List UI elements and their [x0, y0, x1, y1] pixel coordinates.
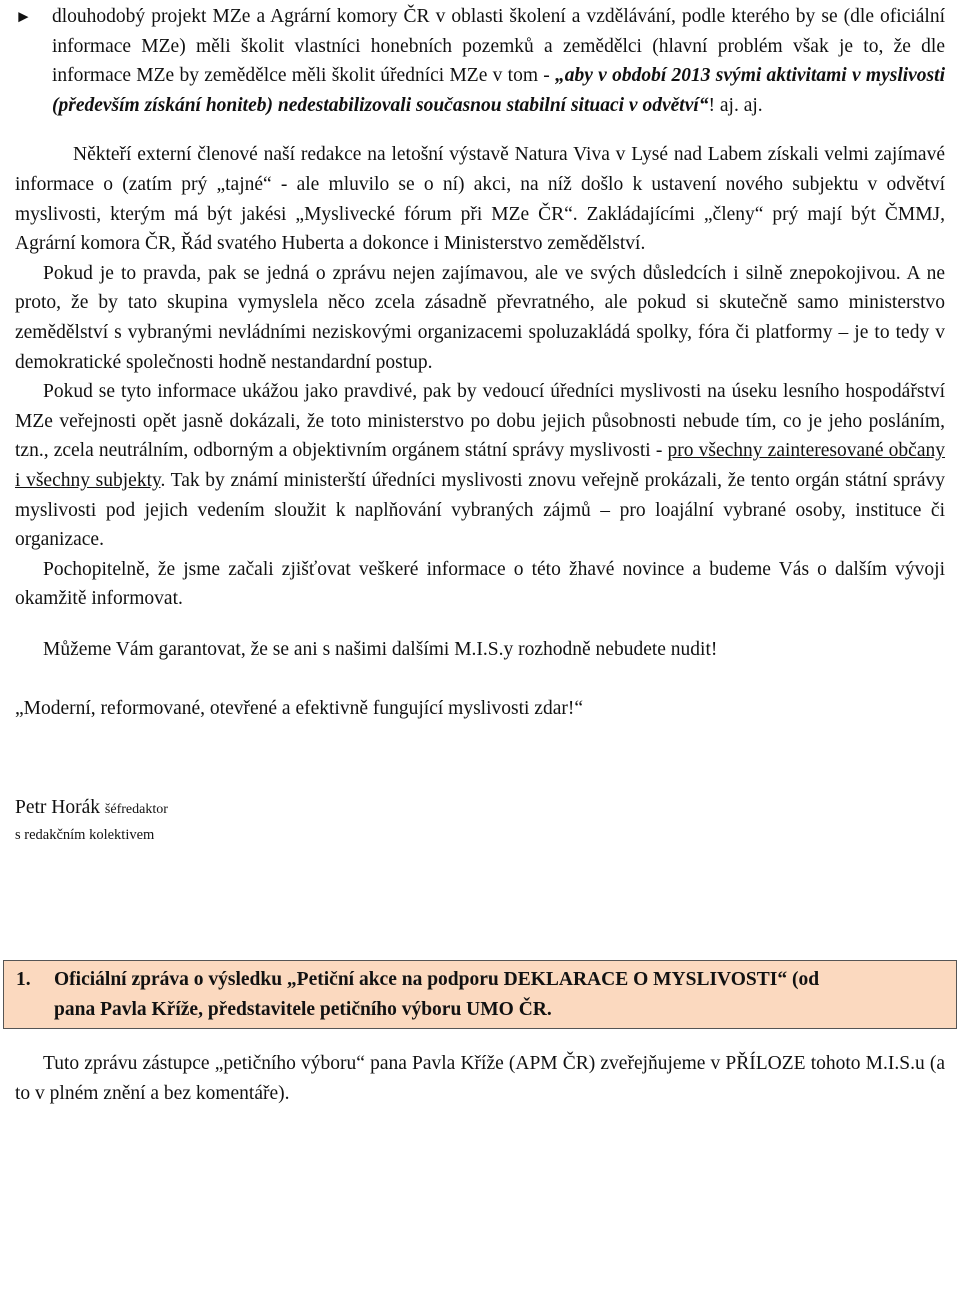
bullet-quote: „aby v období 2013 svými aktivitami v myslivosti (především získání honiteb) nedestabilizovali současnou stabilní situaci v odvětví“	[52, 65, 945, 116]
section-heading-box	[3, 960, 957, 1029]
paragraph-2: Pokud je to pravda, pak se jedná o zprávu nejen zajímavou, ale ve svých důsledcích i silně znepokojivou. A ne proto, že by tato skupina vymyslela něco zcela zásadně převratného, ale pokud si skutečně samo ministerstvo zemědělství s vybranými nevládními neziskovými organizacemi spoluzakládá spolky, fóra či platformy – je to tedy v demokratické společnosti hodně nestandardní postup.	[15, 262, 945, 373]
bullet-item	[15, 2, 945, 120]
paragraph-3-start: Pokud se tyto informace ukážou jako pravdivé, pak by vedoucí úředníci myslivosti na úseku lesního hospodářství MZe veřejnosti opět jasně dokázali, že toto ministerstvo po dobu jejich působnosti nebude tím, co je jeho posláním, tzn., zcela neutrálním, odborným a objektivním orgánem státní správy myslivosti -	[15, 381, 945, 462]
section-title-line2: pana Pavla Kříže, představitele petičního výboru UMO ČR.	[54, 999, 552, 1021]
section-title-line1: Oficiální zpráva o výsledku „Petiční akce na podporu DEKLARACE O MYSLIVOSTI“ (od	[54, 969, 820, 991]
signature-role: šéfredaktor	[104, 802, 168, 818]
signature-name: Petr Horák	[15, 797, 101, 819]
bullet-text: dlouhodobý projekt MZe a Agrární komory ČR v oblasti školení a vzdělávání, podle kterého by se (dle oficiální informace MZe) měli školit vlastníci honebních pozemků a zemědělci (hlavní problém však je to, že dle informace MZe by zemědělce měli školit úředníci MZe v tom -	[52, 6, 945, 87]
paragraph-5: Můžeme Vám garantovat, že se ani s našimi dalšími M.I.S.y rozhodně nebudete nudit!	[43, 638, 718, 660]
bullet-arrow-icon: ►	[15, 7, 32, 26]
paragraph-3-underlined: pro všechny zainteresované občany i všechny subjekty	[15, 440, 945, 491]
signature-team: s redakčním kolektivem	[15, 827, 155, 844]
document-page	[15, 2, 945, 1108]
paragraph-1: Někteří externí členové naší redakce na letošní výstavě Natura Viva v Lysé nad Labem získali velmi zajímavé informace o (zatím prý „tajné“ - ale mluvilo se o ní) akci, na níž došlo k ustavení nového subjektu v odvětví myslivosti, kterým má být jakési „Myslivecké fórum při MZe ČR“. Zakládajícími „členy“ prý mají být ČMMJ, Agrární komora ČR, Řád svatého Huberta a dokonce i Ministerstvo zemědělství.	[15, 144, 945, 255]
section-number: 1.	[16, 969, 31, 991]
bullet-tail: ! aj. aj.	[708, 94, 763, 116]
paragraph-3-end: . Tak by známí ministerští úředníci myslivosti znovu veřejně prokázali, že tento orgán státní správy myslivosti pod jejich vedením sloužit k naplňování vybraných zájmů – pro loajální vybrané osoby, instituce či organizace.	[15, 469, 945, 551]
signature	[15, 794, 945, 846]
paragraph-6: „Moderní, reformované, otevřené a efektivně fungující myslivosti zdar!“	[15, 698, 583, 720]
paragraph-4: Pochopitelně, že jsme začali zjišťovat veškeré informace o této žhavé novince a budeme Vás o dalším vývoji okamžitě informovat.	[15, 558, 945, 610]
paragraph-3	[15, 377, 945, 555]
closing-paragraph: Tuto zprávu zástupce „petičního výboru“ pana Pavla Kříže (APM ČR) zveřejňujeme v PŘÍLOZE tohoto M.I.S.u (a to v plném znění a bez komentáře).	[15, 1053, 945, 1104]
